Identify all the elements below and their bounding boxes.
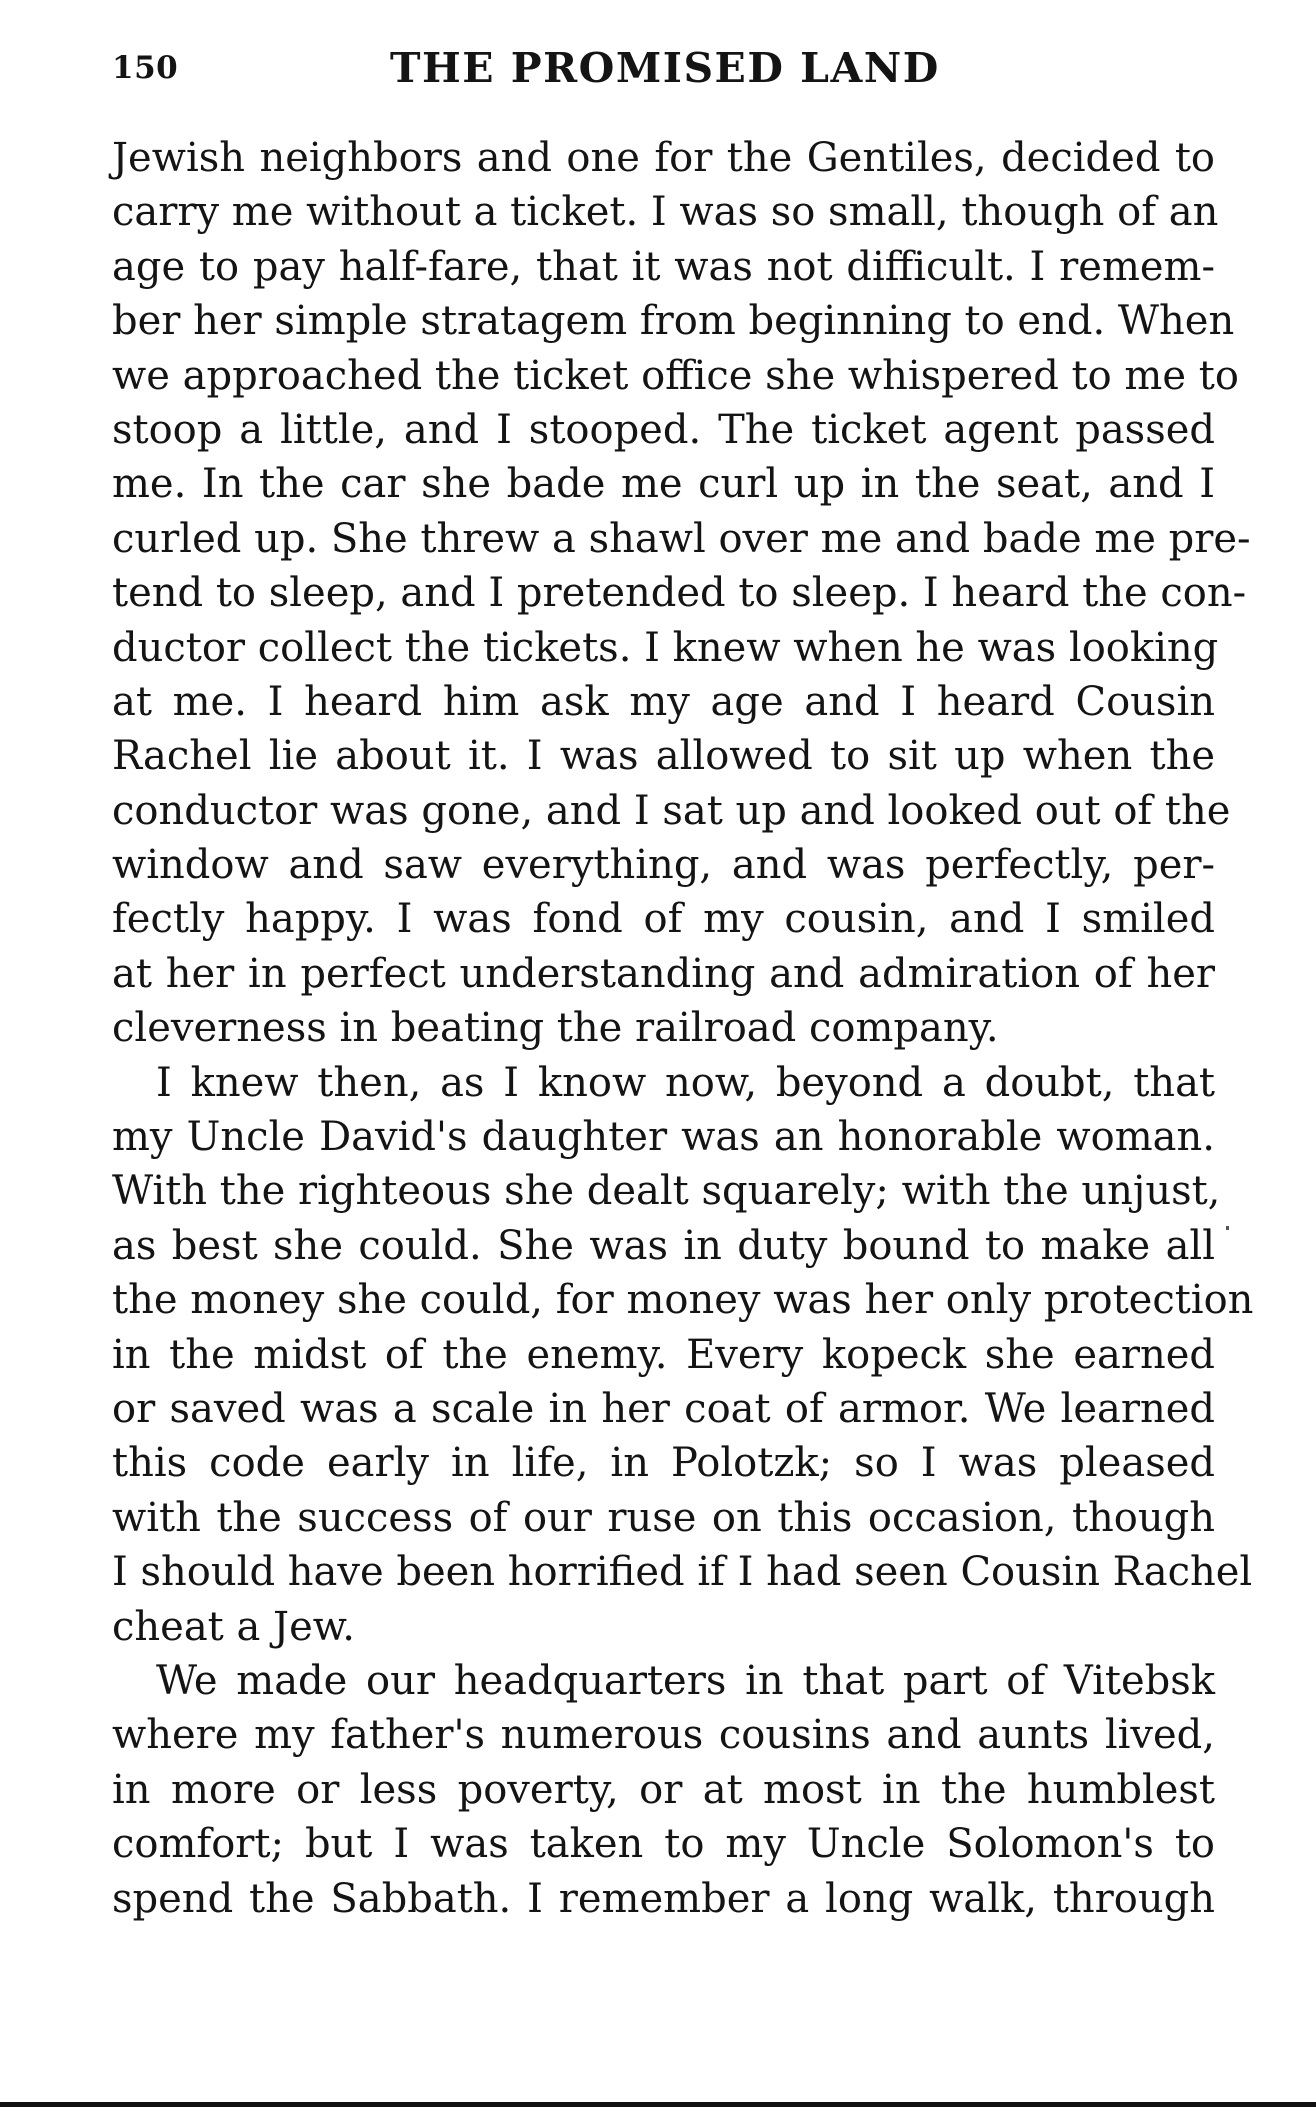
text-line: conductor was gone, and I sat up and looked out of the	[112, 787, 1231, 834]
text-line: in the midst of the enemy. Every kopeck she earned	[112, 1331, 1215, 1378]
text-line: the money she could, for money was her only protection	[112, 1277, 1254, 1324]
text-line: at me. I heard him ask my age and I heard Cousin	[112, 678, 1215, 725]
text-line: this code early in life, in Polotzk; so I was pleased	[112, 1440, 1215, 1487]
text-line: or saved was a scale in her coat of armor. We learned	[112, 1385, 1215, 1432]
text-line: as best she could. She was in duty bound to make all	[112, 1222, 1215, 1269]
text-line: tend to sleep, and I pretended to sleep. I heard the con-	[112, 570, 1247, 617]
text-line: age to pay half-fare, that it was not difficult. I remem-	[112, 243, 1215, 290]
text-line: cheat a Jew.	[112, 1603, 355, 1650]
text-line: with the success of our ruse on this occasion, though	[112, 1494, 1215, 1541]
text-line: I knew then, as I know now, beyond a doubt, that	[156, 1059, 1215, 1106]
book-title: THE PROMISED LAND	[390, 44, 940, 92]
body-text	[112, 131, 1254, 1926]
text-line: in more or less poverty, or at most in the humblest	[112, 1766, 1215, 1813]
text-line: window and saw everything, and was perfectly, per-	[112, 842, 1215, 889]
text-line: I should have been horrified if I had seen Cousin Rachel	[112, 1549, 1253, 1596]
text-line: We made our headquarters in that part of Vitebsk	[156, 1657, 1215, 1704]
text-line: we approached the ticket office she whispered to me to	[112, 352, 1239, 399]
text-line: where my father's numerous cousins and aunts lived,	[112, 1712, 1215, 1759]
text-line: comfort; but I was taken to my Uncle Solomon's to	[112, 1821, 1215, 1868]
text-line: me. In the car she bade me curl up in the seat, and I	[112, 461, 1215, 508]
bottom-rule	[0, 2102, 1316, 2107]
text-line: spend the Sabbath. I remember a long walk, through	[112, 1875, 1215, 1922]
text-line: at her in perfect understanding and admiration of her	[112, 950, 1215, 997]
text-line: Rachel lie about it. I was allowed to sit up when the	[112, 733, 1215, 780]
running-head	[112, 44, 1212, 94]
text-line: cleverness in beating the railroad company.	[112, 1005, 999, 1052]
text-line: my Uncle David's daughter was an honorable woman.	[112, 1114, 1215, 1161]
text-line: ductor collect the tickets. I knew when he was looking	[112, 624, 1219, 671]
text-line: fectly happy. I was fond of my cousin, and I smiled	[112, 896, 1215, 943]
text-line: ber her simple stratagem from beginning to end. When	[112, 298, 1235, 345]
page-number: 150	[112, 50, 179, 86]
text-line: carry me without a ticket. I was so small, though of an	[112, 189, 1219, 236]
text-line: stoop a little, and I stooped. The ticket agent passed	[112, 406, 1215, 453]
text-line: Jewish neighbors and one for the Gentiles, decided to	[112, 135, 1215, 181]
text-line: curled up. She threw a shawl over me and bade me pre-	[112, 515, 1251, 562]
print-speck	[1226, 1226, 1229, 1230]
text-line: With the righteous she dealt squarely; with the unjust,	[112, 1168, 1221, 1215]
